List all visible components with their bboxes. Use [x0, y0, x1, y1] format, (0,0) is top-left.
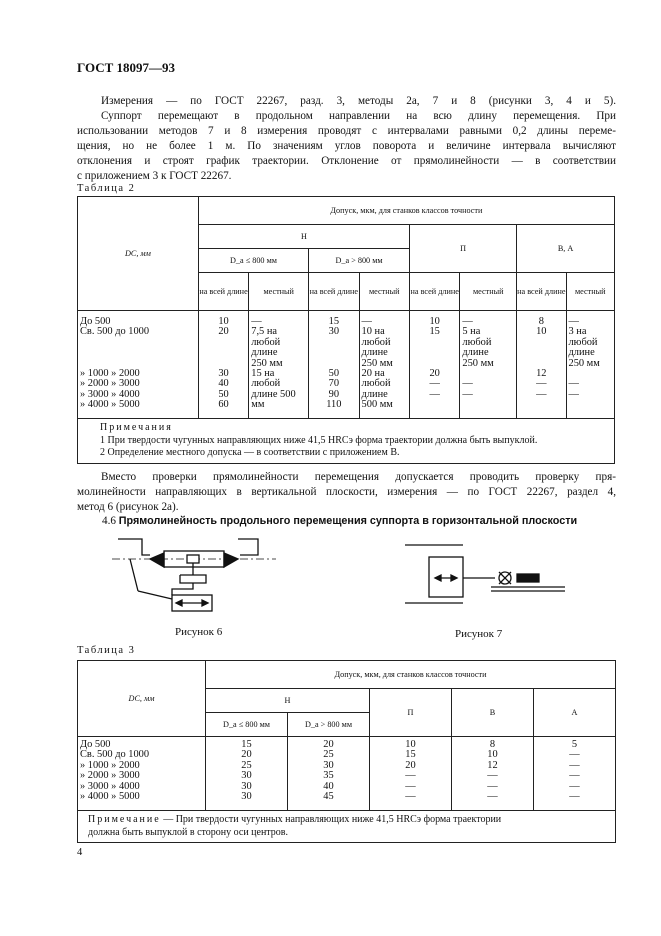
table-cell-line: 30 — [218, 368, 229, 380]
table-cell-line: 5 на — [462, 326, 481, 338]
table3-caption: Таблица 3 — [77, 645, 136, 656]
table-cell-line: » 2000 » 3000 — [80, 378, 140, 390]
table2-class-p: П — [409, 225, 516, 273]
table2-n1-local — [249, 311, 309, 419]
table-cell-line: 500 мм — [361, 399, 393, 411]
table-cell-line: — — [462, 316, 473, 327]
table3-da-gt: D_a > 800 мм — [288, 713, 370, 737]
table2-sub-full: на всей длине — [517, 273, 566, 311]
table-cell-line: длине — [568, 347, 595, 359]
paragraph-line: молинейности направляющих в вертикальной плоскости, измерения — по ГОСТ 22267, раздел 4, — [77, 486, 616, 498]
table3-class-v: В — [452, 689, 534, 737]
table2 — [77, 196, 615, 464]
table-cell-line: — — [568, 388, 579, 400]
table-cell-line: любой — [361, 378, 391, 390]
fig6-frame-line — [130, 559, 138, 591]
table3-a — [534, 737, 616, 811]
table-cell-line: 35 — [323, 770, 334, 782]
table-cell-line: — — [569, 759, 580, 771]
table-cell-line: 30 — [241, 780, 252, 792]
table-cell-line: 250 мм — [568, 357, 600, 369]
table-cell-line: — — [569, 780, 580, 792]
table-cell-line: 30 — [328, 326, 340, 338]
table-cell-line: 8 — [538, 316, 544, 327]
table2-da-gt: D_a > 800 мм — [309, 249, 410, 273]
table-cell-line: 30 — [323, 759, 334, 771]
table3-v — [452, 737, 534, 811]
table-cell-line: » 4000 » 5000 — [80, 791, 140, 803]
table-cell-line: 15 — [429, 326, 440, 338]
table-cell-line: 5 — [571, 739, 578, 750]
table2-n1-full — [198, 311, 248, 419]
table-cell-line: любой — [462, 336, 492, 348]
table-cell-line: 250 мм — [251, 357, 283, 369]
table-cell-line: 20 — [241, 749, 252, 761]
paragraph-alternative-check — [77, 470, 616, 515]
table-cell-line: 45 — [323, 791, 334, 803]
table2-notes — [78, 419, 615, 464]
table-cell-line: — — [487, 791, 498, 803]
table2-sub-local: местный — [566, 273, 615, 311]
table2-n2-local — [359, 311, 409, 419]
table-cell-line: » 4000 » 5000 — [80, 399, 140, 411]
table2-da-le: D_a ≤ 800 мм — [198, 249, 308, 273]
table-cell-line: длине 500 — [251, 388, 296, 400]
table3-note-text: — При твердости чугунных направляющих ниже 41,5 HRCэ форма траектории — [160, 814, 502, 825]
table-cell-line — [462, 400, 516, 410]
table-cell-line: 250 мм — [462, 357, 494, 369]
paragraph-line: Измерения — по ГОСТ 22267, разд. 3, методы 2а, 7 и 8 (рисунки 3, 4 и 5). — [101, 95, 616, 107]
fig7-arrow-right — [451, 575, 457, 581]
table-cell-line: 10 — [487, 749, 498, 761]
table-cell-line: 60 — [218, 399, 229, 411]
table2-sub-full: на всей длине — [309, 273, 359, 311]
table3-note-text-2: должна быть выпуклой в сторону оси центров. — [88, 826, 289, 838]
paragraph-line: Суппорт перемещают в продольном направлении на всю длину перемещения. При — [101, 110, 616, 122]
fig6-right-center — [224, 553, 238, 567]
figure-6-caption: Рисунок 6 — [175, 626, 223, 638]
table-cell-line: 30 — [241, 770, 252, 782]
table-cell-line — [80, 338, 198, 348]
table2-sub-full: на всей длине — [409, 273, 459, 311]
table2-sub-local: местный — [249, 273, 309, 311]
table-cell-line: » 1000 » 2000 — [80, 759, 140, 771]
table-cell-line: 12 — [487, 759, 498, 771]
table-cell-line: 8 — [489, 739, 496, 750]
table-cell-line: — — [569, 770, 580, 782]
table-cell-line: — — [536, 378, 547, 390]
table-cell-line: 15 — [405, 749, 416, 761]
table-cell-line: любой — [361, 336, 391, 348]
table-cell-line: 110 — [326, 399, 342, 411]
fig6-left-center — [150, 553, 164, 567]
table2-note-2: 2 Определение местного допуска — в соответствии с приложением В. — [100, 447, 400, 459]
table-cell-line: Св. 500 до 1000 — [80, 749, 150, 761]
fig6-right-holder — [238, 539, 258, 555]
table-cell-line: — — [429, 378, 440, 390]
section-title: 4.6 Прямолинейность продольного перемещения суппорта в горизонтальной плоскости — [102, 515, 578, 527]
table-cell-line: 70 — [328, 378, 340, 390]
document-header: ГОСТ 18097—93 — [77, 60, 176, 75]
table-cell-line: — — [251, 316, 262, 327]
table-cell-line: 20 — [218, 326, 229, 338]
table-cell-line: любой — [568, 336, 598, 348]
table-cell-line: » 3000 » 4000 — [80, 780, 140, 792]
table2-class-n: Н — [198, 225, 409, 249]
table-cell-line: 25 — [241, 759, 252, 771]
table-cell-line: 3 на — [568, 326, 587, 338]
table-cell-line: — — [405, 780, 416, 792]
table3-class-a: А — [534, 689, 616, 737]
figure-7-diagram — [405, 543, 565, 613]
table-cell-line: 20 — [405, 759, 416, 771]
fig7-reflector — [517, 574, 539, 582]
table-cell-line: — — [568, 316, 579, 327]
paragraph-line: с приложением 3 к ГОСТ 22267. — [77, 170, 232, 182]
table-cell-line: — — [361, 316, 372, 327]
table3-class-p: П — [370, 689, 452, 737]
table-cell-line: любой — [251, 378, 281, 390]
table-cell-line: — — [405, 791, 416, 803]
table2-tolerance-header: Допуск, мкм, для станков классов точности — [198, 197, 614, 225]
table2-sub-local: местный — [359, 273, 409, 311]
table-cell-line: 40 — [323, 780, 334, 792]
table3-dc-header: DC, мм — [78, 661, 206, 737]
table-cell-line — [517, 400, 565, 410]
table3-note — [78, 811, 616, 843]
table3-n2 — [288, 737, 370, 811]
table2-va-full — [517, 311, 566, 419]
table3-class-n: Н — [206, 689, 370, 713]
table-cell-line: » 3000 » 4000 — [80, 388, 140, 400]
table-cell-line: 20 на — [361, 368, 385, 380]
page-number: 4 — [77, 847, 83, 858]
table-cell-line: 50 — [328, 368, 340, 380]
table2-dc-header: DC, мм — [78, 197, 199, 311]
table-cell-line: — — [487, 780, 498, 792]
table-cell-line: — — [568, 378, 579, 390]
table-cell-line: 40 — [218, 378, 229, 390]
table2-va-local — [566, 311, 615, 419]
table-cell-line: 10 — [429, 316, 440, 327]
table-cell-line: 7,5 на — [251, 326, 278, 338]
table3 — [77, 660, 616, 843]
paragraph-line: использовании методов 7 и 8 измерения проводят с интервалами равными 0,2 длины переме- — [77, 125, 616, 137]
table-cell-line: — — [405, 770, 416, 782]
fig6-frame-line — [138, 591, 172, 599]
figure-6-diagram — [110, 535, 280, 620]
table-cell-line: — — [569, 791, 580, 803]
table-cell-line: любой — [251, 336, 281, 348]
table3-tolerance-header: Допуск, мкм, для станков классов точности — [206, 661, 616, 689]
table-cell-line: 12 — [536, 368, 547, 380]
fig6-arrow-left — [176, 600, 182, 606]
table-cell-line: 20 — [429, 368, 440, 380]
table-cell-line: — — [569, 749, 580, 761]
table-cell-line: До 500 — [80, 739, 111, 750]
table-cell-line: » 1000 » 2000 — [80, 368, 140, 380]
table2-notes-title: Примечания — [100, 422, 173, 433]
table2-p-local — [460, 311, 517, 419]
table-cell-line: — — [429, 388, 440, 400]
table-cell-line — [80, 348, 198, 358]
paragraph-line: Вместо проверки прямолинейности перемещения допускается проводить проверку пря- — [101, 471, 616, 483]
table-cell-line: 15 — [241, 739, 252, 750]
fig6-indicator-body — [180, 575, 206, 583]
fig6-left-holder — [118, 539, 150, 555]
table3-row-labels — [78, 737, 206, 811]
table3-note-title: Примечание — [88, 814, 161, 825]
paragraph-line: метод 6 (рисунок 2а). — [77, 501, 179, 513]
table-cell-line: 30 — [241, 791, 252, 803]
table-cell-line: 15 — [328, 316, 340, 327]
table2-n2-full — [309, 311, 359, 419]
paragraph-measurements — [77, 94, 616, 184]
table-cell-line: длине — [361, 347, 388, 359]
table3-da-le: D_a ≤ 800 мм — [206, 713, 288, 737]
figure-7-caption: Рисунок 7 — [455, 628, 503, 640]
table3-n1 — [206, 737, 288, 811]
table2-row-labels — [78, 311, 199, 419]
paragraph-line: щения, но не более 1 м. По значениям углов поворота и величине интервала вычисляют — [77, 140, 616, 152]
table-cell-line: Св. 500 до 1000 — [80, 326, 150, 338]
fig6-indicator-tip — [187, 555, 199, 563]
table-cell-line: 20 — [323, 739, 334, 750]
table-cell-line: » 2000 » 3000 — [80, 770, 140, 782]
fig7-headstock — [429, 557, 463, 597]
table-cell-line: 50 — [218, 388, 229, 400]
table-cell-line: 10 — [405, 739, 416, 750]
table-cell-line: — — [462, 388, 473, 400]
table2-sub-full: на всей длине — [198, 273, 248, 311]
table2-sub-local: местный — [460, 273, 517, 311]
table3-p — [370, 737, 452, 811]
table2-class-va: В, А — [517, 225, 615, 273]
paragraph-line: отклонения и строят график траектории. Отклонение от прямолинейности — в соответствии — [77, 155, 616, 167]
table-cell-line: До 500 — [80, 316, 111, 327]
table-cell-line: 10 — [218, 316, 229, 327]
table-cell-line: — — [536, 388, 547, 400]
table-cell-line: 90 — [328, 388, 340, 400]
table-cell-line: длине — [361, 388, 388, 400]
table-cell-line: 10 — [536, 326, 547, 338]
table-cell-line: 10 на — [361, 326, 385, 338]
fig6-bracket — [172, 583, 193, 595]
table2-note-1: 1 При твердости чугунных направляющих ниже 41,5 HRCэ форма траектории должна быть выпуклой. — [100, 434, 538, 446]
table-cell-line — [410, 400, 459, 410]
table-cell-line: длине — [251, 347, 278, 359]
table-cell-line: длине — [462, 347, 489, 359]
fig6-arrow-right — [202, 600, 208, 606]
table2-caption: Таблица 2 — [77, 183, 136, 194]
table-cell-line: мм — [251, 399, 265, 411]
table-cell-line: 250 мм — [361, 357, 393, 369]
table2-p-full — [409, 311, 459, 419]
table-cell-line: 25 — [323, 749, 334, 761]
table-cell-line: 15 на — [251, 368, 275, 380]
table-cell-line: — — [462, 378, 473, 390]
fig7-arrow-left — [435, 575, 441, 581]
table-cell-line — [569, 400, 615, 410]
table-cell-line: — — [487, 770, 498, 782]
